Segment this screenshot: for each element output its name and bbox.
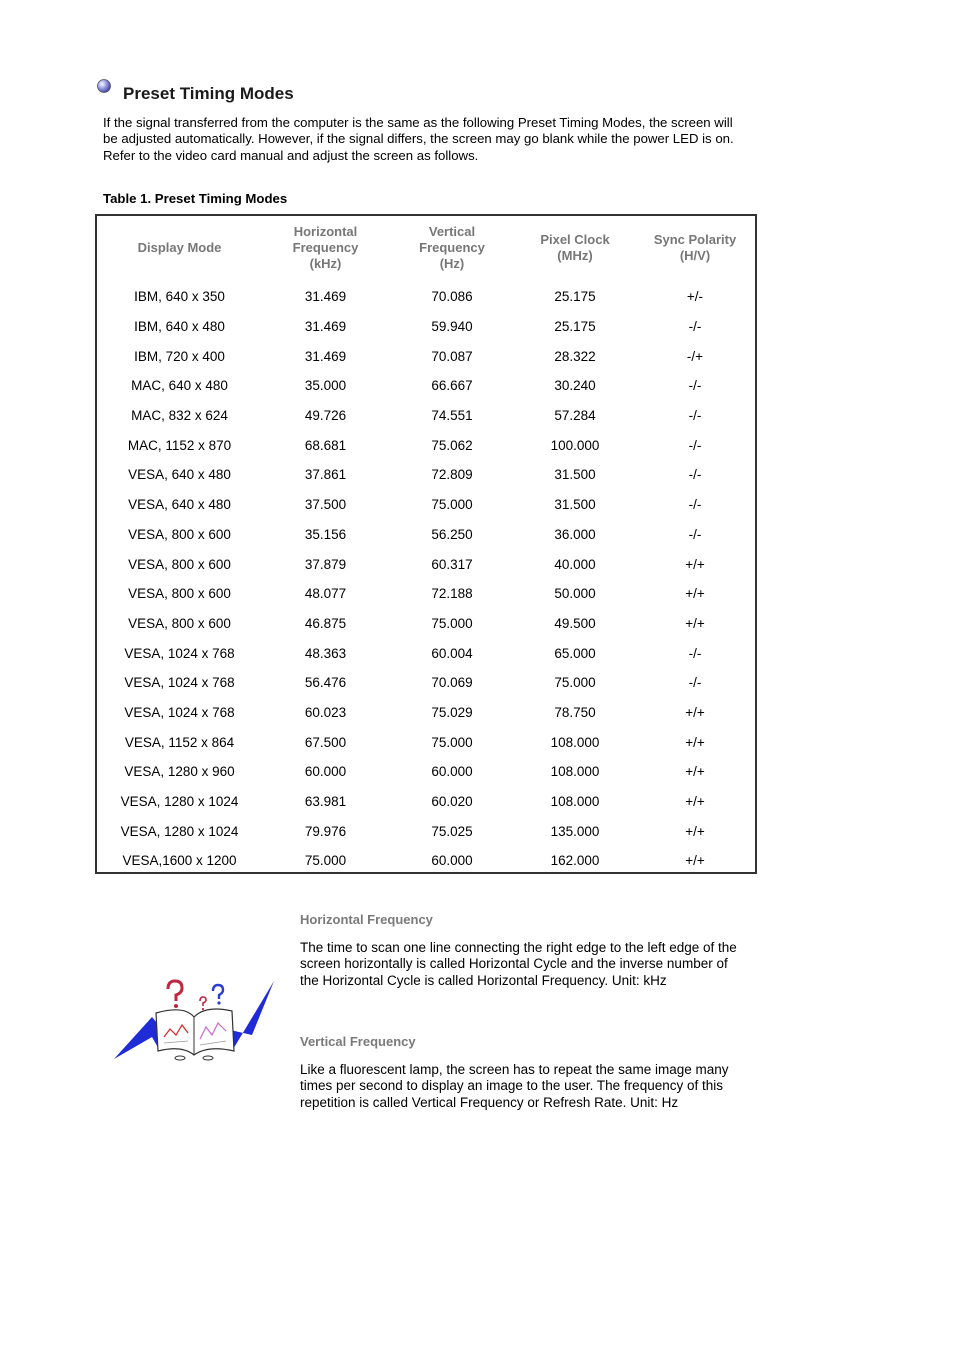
table-cell: 31.469 bbox=[304, 319, 347, 335]
table-cell: 78.750 bbox=[554, 704, 596, 720]
table-cell: -/- bbox=[688, 526, 702, 542]
table-row bbox=[97, 638, 755, 668]
table-cell: VESA, 1280 x 1024 bbox=[120, 823, 239, 839]
table-cell: 31.469 bbox=[304, 289, 347, 305]
column-header-horizontal-frequency: Horizontal Frequency (kHz) bbox=[292, 224, 359, 271]
table-cell: 74.551 bbox=[431, 408, 473, 424]
table-cell: 35.000 bbox=[304, 378, 347, 394]
table-cell: 37.861 bbox=[304, 467, 347, 483]
table-cell: -/- bbox=[688, 408, 702, 424]
table-cell: 72.188 bbox=[431, 586, 473, 602]
table-cell: 108.000 bbox=[550, 764, 600, 780]
table-cell: VESA,1600 x 1200 bbox=[122, 853, 237, 869]
table-cell: 66.667 bbox=[431, 378, 473, 394]
table-cell: 37.879 bbox=[304, 556, 347, 572]
table-cell: 25.175 bbox=[554, 319, 596, 335]
table-cell: VESA, 640 x 480 bbox=[128, 497, 231, 513]
table-cell: 25.175 bbox=[554, 289, 596, 305]
table-row bbox=[97, 312, 755, 342]
table-cell: 50.000 bbox=[554, 586, 596, 602]
table-cell: MAC, 1152 x 870 bbox=[127, 437, 232, 453]
table-cell: 35.156 bbox=[304, 526, 347, 542]
table-cell: 46.875 bbox=[304, 615, 347, 631]
table-cell: +/+ bbox=[685, 823, 705, 839]
table-cell: 49.726 bbox=[304, 408, 347, 424]
table-cell: VESA, 1152 x 864 bbox=[124, 734, 235, 750]
table-cell: 70.069 bbox=[431, 675, 473, 691]
table-cell: 60.317 bbox=[431, 556, 473, 572]
table-cell: 75.029 bbox=[431, 704, 473, 720]
table-cell: 75.000 bbox=[554, 675, 596, 691]
table-row bbox=[97, 727, 755, 757]
table-cell: 60.020 bbox=[431, 794, 473, 810]
table-cell: -/- bbox=[688, 378, 702, 394]
table-caption: Table 1. Preset Timing Modes bbox=[103, 191, 288, 206]
table-cell: +/- bbox=[686, 289, 704, 305]
table-cell: 108.000 bbox=[550, 794, 600, 810]
table-cell: 57.284 bbox=[554, 408, 596, 424]
table-cell: 60.000 bbox=[304, 764, 347, 780]
table-cell: VESA, 800 x 600 bbox=[128, 556, 231, 572]
table-cell: 70.086 bbox=[431, 289, 473, 305]
column-header-sync-polarity: Sync Polarity (H/V) bbox=[653, 232, 737, 263]
table-cell: +/+ bbox=[685, 556, 705, 572]
table-cell: -/- bbox=[688, 675, 702, 691]
table-row bbox=[97, 579, 755, 609]
table-cell: -/+ bbox=[686, 348, 704, 364]
table-cell: +/+ bbox=[685, 794, 705, 810]
table-header-row bbox=[97, 216, 755, 280]
table-cell: 59.940 bbox=[431, 319, 473, 335]
table-row bbox=[97, 341, 755, 371]
table-row bbox=[97, 668, 755, 698]
table-cell: +/+ bbox=[685, 853, 705, 869]
table-cell: MAC, 640 x 480 bbox=[131, 378, 228, 394]
table-cell: IBM, 640 x 480 bbox=[134, 319, 225, 335]
table-cell: 60.000 bbox=[431, 764, 473, 780]
table-cell: 30.240 bbox=[554, 378, 596, 394]
column-header-pixel-clock: Pixel Clock (MHz) bbox=[540, 232, 610, 263]
vertical-frequency-text: Like a fluorescent lamp, the screen has to repeat the same image many times per second to display an image to the user. The frequency of this repetition is called Vertical Frequency or Refresh Rate. Unit: Hz bbox=[300, 1062, 729, 1110]
table-row bbox=[97, 698, 755, 728]
table-row bbox=[97, 846, 755, 876]
table-cell: 60.023 bbox=[304, 704, 347, 720]
table-cell: 72.809 bbox=[431, 467, 473, 483]
table-cell: 75.000 bbox=[431, 734, 473, 750]
table-cell: 67.500 bbox=[304, 734, 347, 750]
table-cell: 108.000 bbox=[550, 734, 600, 750]
table-row bbox=[97, 401, 755, 431]
intro-paragraph: If the signal transferred from the computer is the same as the following Preset Timing Modes, the screen will be adjusted automatically. However, if the signal differs, the screen may go blank while the power LED is on. Refer to the video card manual and adjust the screen as follows. bbox=[103, 115, 734, 163]
section-header bbox=[96, 78, 796, 108]
table-cell: 60.000 bbox=[431, 853, 473, 869]
table-cell: 65.000 bbox=[554, 645, 596, 661]
question-book-illustration bbox=[112, 977, 274, 1061]
column-header-display-mode: Display Mode bbox=[137, 240, 222, 255]
table-cell: 28.322 bbox=[554, 348, 596, 364]
table-row bbox=[97, 280, 755, 312]
table-cell: MAC, 832 x 624 bbox=[131, 408, 228, 424]
table-row bbox=[97, 430, 755, 460]
table-cell: VESA, 800 x 600 bbox=[128, 526, 231, 542]
table-cell: IBM, 640 x 350 bbox=[134, 289, 225, 305]
table-cell: VESA, 800 x 600 bbox=[128, 615, 231, 631]
horizontal-frequency-heading: Horizontal Frequency bbox=[300, 912, 433, 927]
table-body bbox=[97, 280, 755, 876]
table-cell: 60.004 bbox=[431, 645, 473, 661]
table-cell: 31.500 bbox=[554, 497, 596, 513]
table-cell: -/- bbox=[688, 645, 702, 661]
table-cell: VESA, 1024 x 768 bbox=[124, 704, 235, 720]
table-cell: 40.000 bbox=[554, 556, 596, 572]
table-cell: 75.000 bbox=[431, 497, 473, 513]
table-cell: VESA, 1024 x 768 bbox=[124, 645, 235, 661]
table-cell: 56.250 bbox=[431, 526, 473, 542]
table-cell: 100.000 bbox=[550, 437, 600, 453]
table-cell: 56.476 bbox=[304, 675, 347, 691]
table-cell: 63.981 bbox=[304, 794, 347, 810]
preset-timing-table bbox=[95, 214, 757, 874]
table-cell: 48.363 bbox=[304, 645, 347, 661]
table-cell: 162.000 bbox=[550, 853, 600, 869]
table-row bbox=[97, 371, 755, 401]
table-row bbox=[97, 816, 755, 846]
table-row bbox=[97, 460, 755, 490]
table-cell: -/- bbox=[688, 319, 702, 335]
column-header-vertical-frequency: Vertical Frequency (Hz) bbox=[419, 224, 485, 271]
table-cell: 70.087 bbox=[431, 348, 473, 364]
table-cell: VESA, 640 x 480 bbox=[128, 467, 231, 483]
table-cell: VESA, 1024 x 768 bbox=[124, 675, 235, 691]
table-cell: +/+ bbox=[685, 764, 705, 780]
sphere-bullet-icon bbox=[96, 78, 112, 94]
table-cell: +/+ bbox=[685, 615, 705, 631]
table-cell: VESA, 1280 x 960 bbox=[124, 764, 235, 780]
table-cell: 79.976 bbox=[304, 823, 347, 839]
table-row bbox=[97, 609, 755, 639]
table-cell: 31.500 bbox=[554, 467, 596, 483]
vertical-frequency-heading: Vertical Frequency bbox=[300, 1034, 416, 1049]
table-cell: 31.469 bbox=[304, 348, 347, 364]
table-row bbox=[97, 520, 755, 550]
table-cell: 75.025 bbox=[431, 823, 473, 839]
table-cell: 135.000 bbox=[550, 823, 600, 839]
table-cell: 75.000 bbox=[304, 853, 347, 869]
table-row bbox=[97, 757, 755, 787]
table-row bbox=[97, 490, 755, 520]
table-cell: -/- bbox=[688, 497, 702, 513]
table-cell: +/+ bbox=[685, 586, 705, 602]
table-cell: IBM, 720 x 400 bbox=[134, 348, 225, 364]
table-cell: +/+ bbox=[685, 734, 705, 750]
table-cell: 37.500 bbox=[304, 497, 347, 513]
table-cell: VESA, 800 x 600 bbox=[128, 586, 231, 602]
table-cell: 36.000 bbox=[554, 526, 596, 542]
table-cell: VESA, 1280 x 1024 bbox=[120, 794, 239, 810]
page-title: Preset Timing Modes bbox=[123, 84, 294, 103]
horizontal-frequency-text: The time to scan one line connecting the right edge to the left edge of the screen horizontally is called Horizontal Cycle and the inverse number of the Horizontal Cycle is called Horizontal Frequency. Unit: kHz bbox=[300, 940, 737, 988]
table-cell: 75.000 bbox=[431, 615, 473, 631]
table-cell: 68.681 bbox=[304, 437, 347, 453]
table-cell: -/- bbox=[688, 467, 702, 483]
table-row bbox=[97, 549, 755, 579]
table-row bbox=[97, 787, 755, 817]
table-cell: 75.062 bbox=[431, 437, 473, 453]
table-cell: 49.500 bbox=[554, 615, 596, 631]
table-cell: -/- bbox=[688, 437, 702, 453]
table-cell: +/+ bbox=[685, 704, 705, 720]
table-cell: 48.077 bbox=[304, 586, 347, 602]
